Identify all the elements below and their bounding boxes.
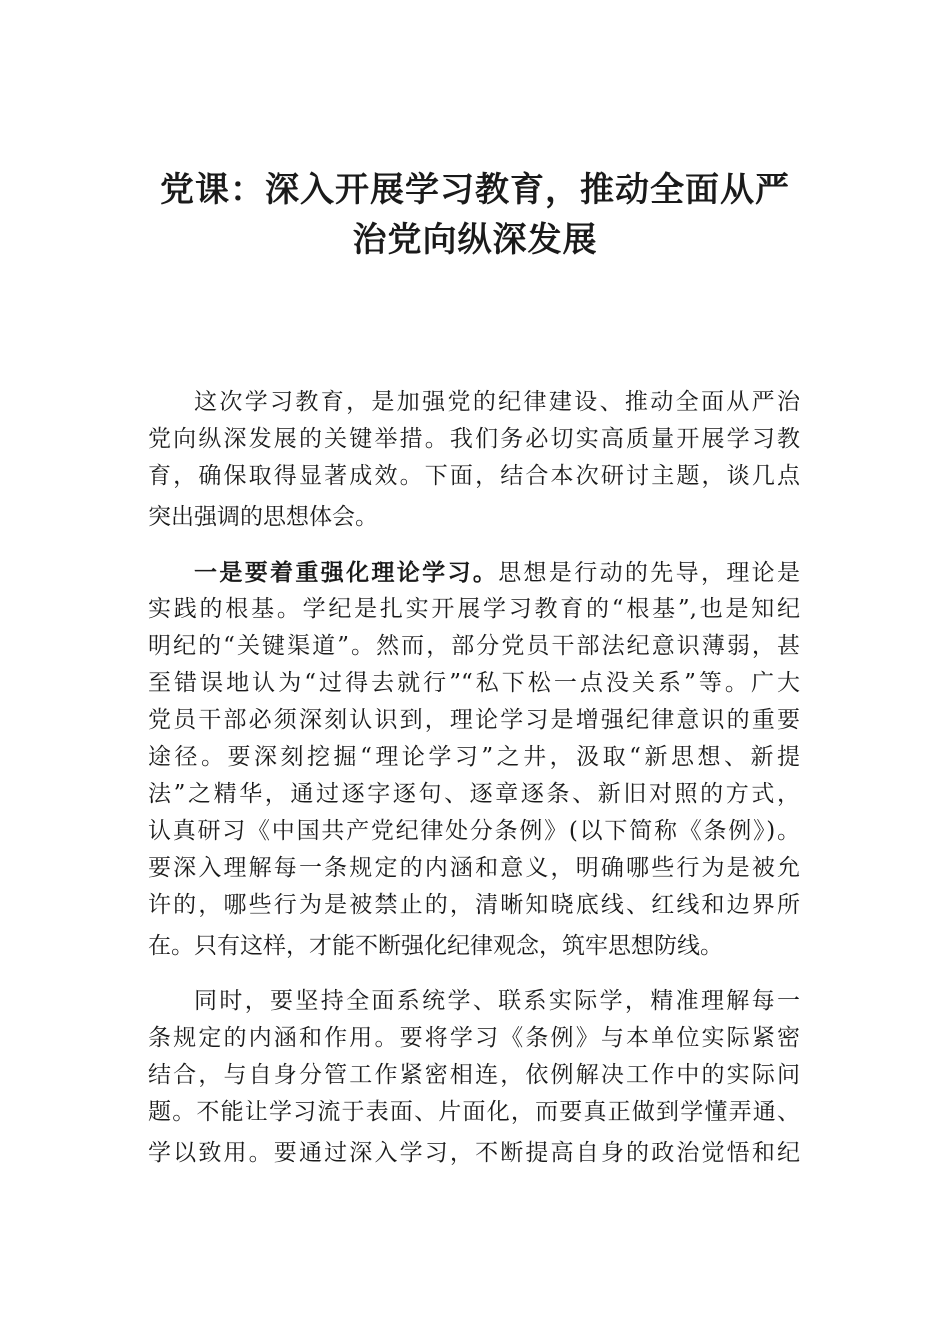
paragraph-line: 明纪的“关键渠道”。然而，部分党员干部法纪意识薄弱，甚 xyxy=(148,633,800,659)
paragraph-line: 实践的根基。学纪是扎实开展学习教育的“根基”,也是知纪 xyxy=(148,596,800,622)
paragraph-line: 党向纵深发展的关键举措。我们务必切实高质量开展学习教 xyxy=(148,426,800,452)
paragraph-line: 这次学习教育，是加强党的纪律建设、推动全面从严治 xyxy=(194,389,800,415)
paragraph-2 xyxy=(148,554,800,965)
title-line-2: 治党向纵深发展 xyxy=(352,220,598,260)
paragraph-line: 学以致用。要通过深入学习，不断提高自身的政治觉悟和纪 xyxy=(148,1140,800,1166)
title-line-1: 党课：深入开展学习教育，推动全面从严 xyxy=(160,170,790,210)
paragraph-first-line xyxy=(148,554,800,591)
paragraph-line: 突出强调的思想体会。 xyxy=(148,504,378,530)
paragraph-line: 在。只有这样，才能不断强化纪律观念，筑牢思想防线。 xyxy=(148,933,723,959)
document-body xyxy=(148,384,800,1172)
paragraph-line: 许的，哪些行为是被禁止的，清晰知晓底线、红线和边界所 xyxy=(148,892,800,918)
paragraph-lead-heading: 一是要着重强化理论学习。 xyxy=(194,559,499,586)
document-title xyxy=(120,165,830,265)
paragraph-line: 认真研习《中国共产党纪律处分条例》(以下简称《条例》)。 xyxy=(148,818,800,844)
paragraph-line: 育，确保取得显著成效。下面，结合本次研讨主题，谈几点 xyxy=(148,463,800,489)
paragraph-line-rest: 思想是行动的先导，理论是 xyxy=(498,560,801,586)
paragraph-1 xyxy=(148,384,800,536)
paragraph-line: 党员干部必须深刻认识到，理论学习是增强纪律意识的重要 xyxy=(148,707,800,733)
paragraph-3 xyxy=(148,983,800,1172)
paragraph-line: 要深入理解每一条规定的内涵和意义，明确哪些行为是被允 xyxy=(148,855,800,881)
paragraph-line: 条规定的内涵和作用。要将学习《条例》与本单位实际紧密 xyxy=(148,1025,800,1051)
paragraph-line: 途径。要深刻挖掘“理论学习”之井，汲取“新思想、新提 xyxy=(148,744,800,770)
paragraph-line: 至错误地认为“过得去就行”“私下松一点没关系”等。广大 xyxy=(148,670,800,696)
paragraph-line: 法”之精华，通过逐字逐句、逐章逐条、新旧对照的方式， xyxy=(148,781,800,807)
paragraph-line: 结合，与自身分管工作紧密相连，依例解决工作中的实际问 xyxy=(148,1062,800,1088)
paragraph-line: 题。不能让学习流于表面、片面化，而要真正做到学懂弄通、 xyxy=(148,1099,800,1125)
paragraph-line: 同时，要坚持全面系统学、联系实际学，精准理解每一 xyxy=(194,988,800,1014)
